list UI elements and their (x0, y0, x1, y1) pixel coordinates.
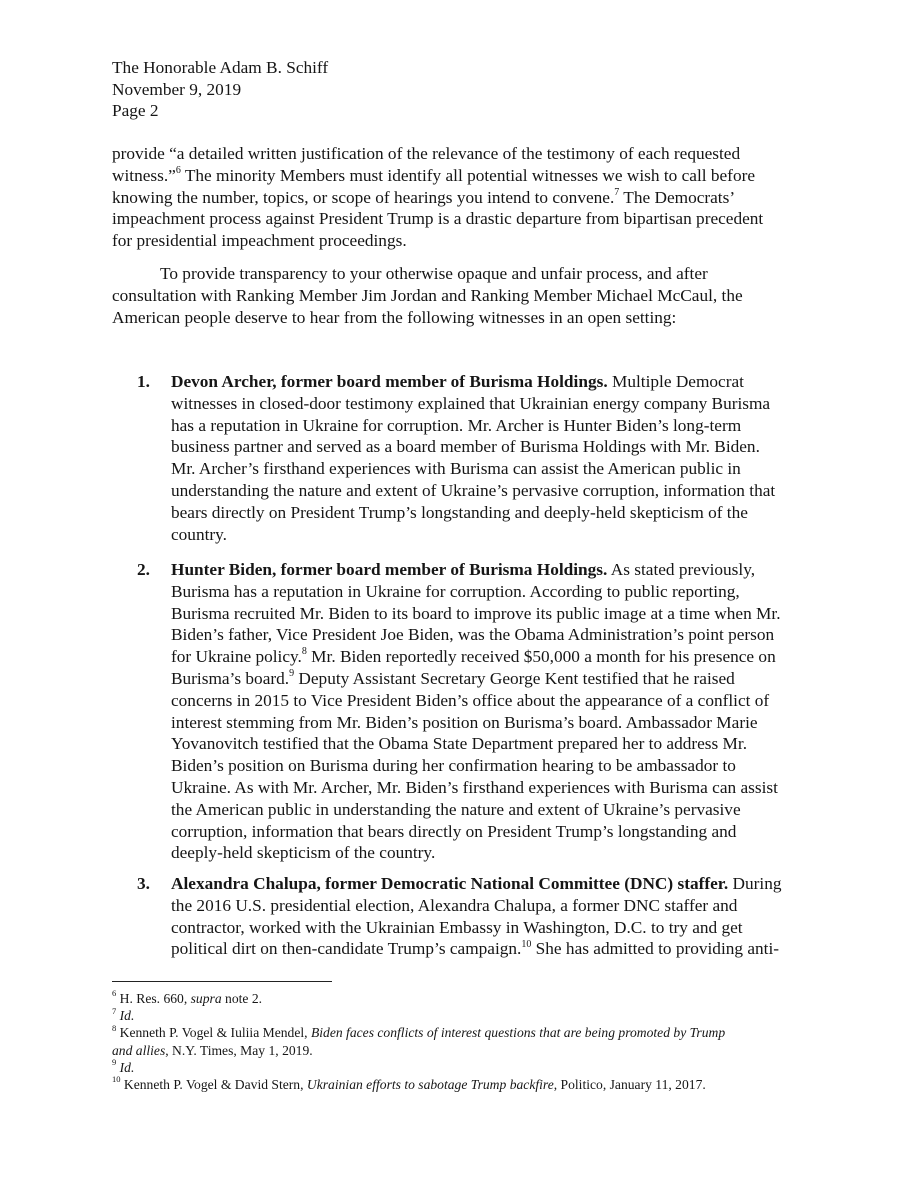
text-line: impeachment process against President Trump is a drastic departure from bipartisan precedent (112, 209, 764, 229)
witness-name: Devon Archer, former board member of Burisma Holdings. (171, 372, 608, 391)
text-line: Burisma recruited Mr. Biden to its board to improve its public image at a time when Mr. (171, 603, 781, 623)
witness-item-biden: 2. Hunter Biden, former board member of Burisma Holdings. As stated previously, Burisma has a reputation in Ukraine for corruption. According to public reporting, Burisma recruited Mr. Biden to its board to improve its public image at a time when Mr. Biden’s father, Vice President Joe Biden, was the Obama Administration’s point person for Ukraine policy.$^8$ Mr. Biden reportedly received $50,000 a month for his presence on Burisma’s board.$^9$ Deputy Assistant Secretary George Kent testified that he raised concerns in 2015 to Vice President Biden’s office about the appearance of a conflict of interest stemming from Mr. Biden’s position on Burisma’s board. Ambassador Marie Yovanovitch testified that the Obama State Department prepared her to address Mr. Biden’s position on Burisma during her confirmation hearing to be ambassador to Ukraine. As with Mr. Archer, Mr. Biden’s firsthand experiences with Burisma can assist the American public in understanding the nature and extent of Ukraine’s pervasive corruption, information that bears directly on President Trump’s longstanding and deeply-held skepticism of the country. (137, 560, 781, 863)
text-line: provide “a detailed written justification of the relevance of the testimony of each requested (112, 144, 741, 163)
witness-name: Hunter Biden, former board member of Burisma Holdings. (171, 560, 608, 579)
footnote-ref: 9 (289, 668, 295, 680)
list-number: 2. (137, 560, 150, 579)
text-line: witness.”$^6$ The minority Members must identify all potential witnesses we wish to call before (112, 165, 756, 185)
text-line: the 2016 U.S. presidential election, Alexandra Chalupa, a former DNC staffer and (171, 895, 738, 915)
footnote: $^{10}$ Kenneth P. Vogel & David Stern, Ukrainian efforts to sabotage Trump backfire, Politico, January 11, 2017. (112, 1074, 706, 1093)
text-line: To provide transparency to your otherwise opaque and unfair process, and after (160, 264, 708, 283)
footnote-divider (112, 981, 332, 982)
page-number: Page 2 (112, 101, 159, 120)
text-line: witnesses in closed-door testimony explained that Ukrainian energy company Burisma (171, 393, 771, 413)
text-line: bears directly on President Trump’s longstanding and deeply-held skepticism of the (171, 502, 748, 522)
text-line: understanding the nature and extent of Ukraine’s pervasive corruption, information that (171, 480, 776, 500)
footnote-ref: 10 (521, 938, 532, 950)
text-line: Mr. Archer’s firsthand experiences with Burisma can assist the American public in (171, 459, 741, 479)
list-number: 1. (137, 372, 150, 391)
text-line: Yovanovitch testified that the Obama State Department prepared her to address Mr. (171, 734, 748, 754)
recipient-line: The Honorable Adam B. Schiff (112, 58, 329, 77)
text-line: country. (171, 524, 227, 544)
footnote-ref: 7 (614, 186, 620, 198)
footnote: $^7$ Id. (112, 1005, 135, 1024)
text-line: Biden’s position on Burisma during her confirmation hearing to be ambassador to (171, 756, 736, 776)
text-line: contractor, worked with the Ukrainian Embassy in Washington, D.C. to try and get (171, 917, 743, 937)
text-line: deeply-held skepticism of the country. (171, 843, 436, 863)
text-line: knowing the number, topics, or scope of hearings you intend to convene.$^7$ The Democrats’ (112, 186, 736, 207)
text-line: Biden’s father, Vice President Joe Biden, was the Obama Administration’s point person (171, 625, 775, 645)
text-line: the American public in understanding the nature and extent of Ukraine’s pervasive (171, 799, 741, 819)
text-line: for Ukraine policy.$^8$ Mr. Biden reportedly received $50,000 a month for his presence on (171, 646, 776, 667)
text-line: interest stemming from Mr. Biden’s position on Burisma’s board. Ambassador Marie (171, 712, 758, 732)
date-line: November 9, 2019 (112, 79, 242, 99)
letter-header (112, 57, 328, 122)
footnote: $^6$ H. Res. 660, supra note 2. (112, 988, 263, 1006)
footnotes (112, 990, 725, 1093)
witness-item-archer: 1. Devon Archer, former board member of Burisma Holdings. Multiple Democrat witnesses in closed-door testimony explained that Ukrainian energy company Burisma has a reputation in Ukraine for corruption. Mr. Archer is Hunter Biden’s long-term business partner and served as a board member of Burisma Holdings with Mr. Biden. Mr. Archer’s firsthand experiences with Burisma can assist the American public in understanding the nature and extent of Ukraine’s pervasive corruption, information that bears directly on President Trump’s longstanding and deeply-held skepticism of the country. (137, 372, 776, 544)
text-line: concerns in 2015 to Vice President Biden’s office about the appearance of a conflict of (171, 690, 770, 710)
text-line: Burisma’s board.$^9$ Deputy Assistant Secretary George Kent testified that he raised (171, 668, 735, 688)
text-line: political dirt on then-candidate Trump’s campaign.$^{10}$ She has admitted to providing anti- (171, 938, 780, 959)
footnote-ref: 8 (301, 646, 307, 658)
list-number: 3. (137, 874, 150, 893)
paragraph-justification (112, 143, 763, 252)
text-line: American people deserve to hear from the following witnesses in an open setting: (112, 307, 677, 327)
paragraph-transparency (112, 263, 743, 328)
text-line: Ukraine. As with Mr. Archer, Mr. Biden’s firsthand experiences with Burisma can assist (171, 777, 778, 797)
footnote: $^8$ Kenneth P. Vogel & Iuliia Mendel, Biden faces conflicts of interest questions that are being promoted by Trump (112, 1022, 726, 1041)
text-line: corruption, information that bears directly on President Trump’s longstanding and (171, 821, 737, 841)
witness-name: Alexandra Chalupa, former Democratic National Committee (DNC) staffer. (171, 874, 729, 893)
text-line: Burisma has a reputation in Ukraine for corruption. According to public reporting, (171, 581, 740, 601)
footnote: $^9$ Id. (112, 1057, 135, 1075)
witness-item-chalupa: 3. Alexandra Chalupa, former Democratic National Committee (DNC) staffer. During the 2016 U.S. presidential election, Alexandra Chalupa, a former DNC staffer and contractor, worked with the Ukrainian Embassy in Washington, D.C. to try and get political dirt on then-candidate Trump’s campaign.$^{10}$ She has admitted to providing anti- (137, 874, 782, 959)
footnote-continuation: and allies, N.Y. Times, May 1, 2019. (112, 1042, 313, 1058)
text-line: for presidential impeachment proceedings. (112, 231, 407, 251)
text-line: consultation with Ranking Member Jim Jordan and Ranking Member Michael McCaul, the (112, 285, 743, 305)
text-line: has a reputation in Ukraine for corruption. Mr. Archer is Hunter Biden’s long-term (171, 415, 742, 435)
text-line: business partner and served as a board member of Burisma Holdings with Mr. Biden. (171, 437, 760, 457)
footnote-ref: 6 (175, 165, 181, 177)
